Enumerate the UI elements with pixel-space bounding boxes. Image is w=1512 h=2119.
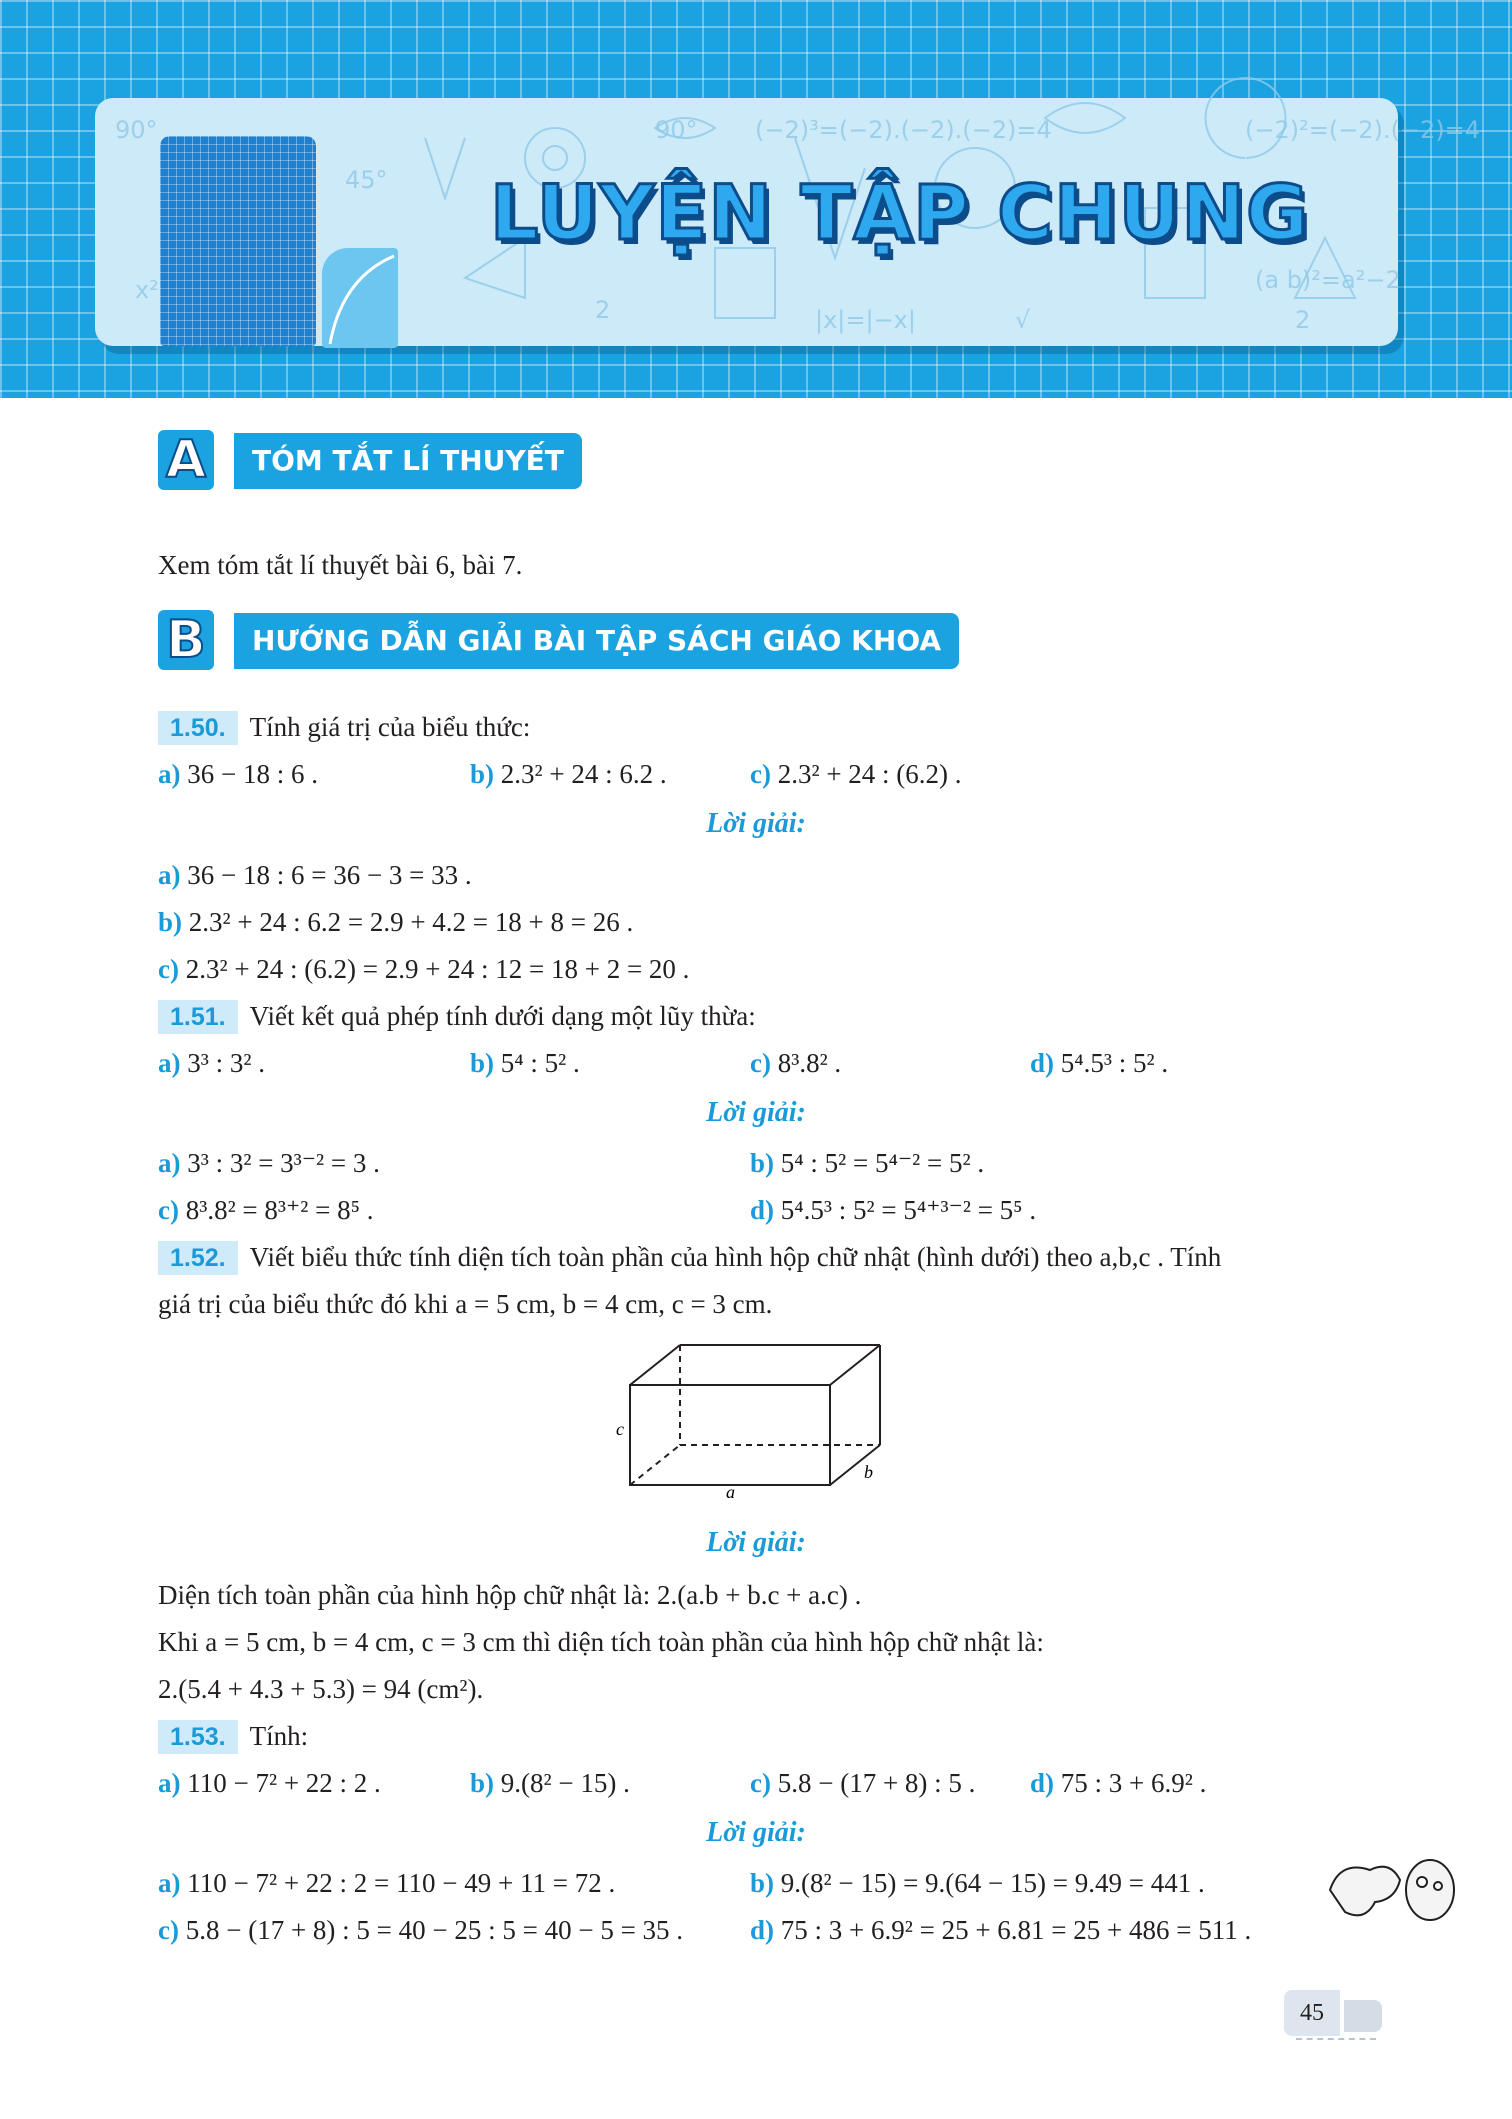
item-label: b) xyxy=(470,759,495,789)
item-label: b) xyxy=(470,1048,495,1078)
exercise-1-51-c xyxy=(750,1046,841,1080)
item-text: 75 : 3 + 6.9² = 25 + 6.81 = 25 + 486 = 511 . xyxy=(780,1915,1252,1945)
solution-1-52-line-1: Diện tích toàn phần của hình hộp chữ nhật là: 2.(a.b + b.c + a.c) . xyxy=(158,1580,862,1610)
exercise-number: 1.50. xyxy=(158,711,238,745)
item-text: 5⁴.5³ : 5² . xyxy=(1060,1048,1169,1078)
notebook-icon xyxy=(160,136,316,346)
item-text: 2.3² + 24 : 6.2 . xyxy=(500,759,667,789)
solution-1-52-line-3: 2.(5.4 + 4.3 + 5.3) = 94 (cm²). xyxy=(158,1674,484,1704)
figure-label-c: c xyxy=(616,1419,624,1439)
exercise-1-51-prompt xyxy=(158,999,756,1034)
figure-label-b: b xyxy=(864,1462,873,1482)
exercise-1-51-a xyxy=(158,1046,265,1080)
exercise-1-50-prompt xyxy=(158,710,530,745)
exercise-1-50-a xyxy=(158,757,318,791)
item-label: c) xyxy=(158,954,179,984)
page-divider xyxy=(1296,2038,1376,2040)
item-text: 75 : 3 + 6.9² . xyxy=(1060,1768,1207,1798)
item-text: 36 − 18 : 6 . xyxy=(187,759,318,789)
item-label: c) xyxy=(158,1195,179,1225)
page-title: LUYỆN TẬP CHUNG xyxy=(490,168,1310,257)
exercise-text: Tính giá trị của biểu thức: xyxy=(249,712,531,742)
page-tab xyxy=(1344,2000,1382,2032)
rectangular-box-figure xyxy=(600,1335,900,1505)
item-label: c) xyxy=(750,759,771,789)
solution-1-50-c xyxy=(158,952,689,986)
item-label: b) xyxy=(470,1768,495,1798)
item-label: d) xyxy=(750,1915,775,1945)
item-label: c) xyxy=(750,1048,771,1078)
item-label: b) xyxy=(750,1868,775,1898)
solution-1-53-c xyxy=(158,1913,683,1947)
svg-text:2: 2 xyxy=(595,296,611,324)
item-label: a) xyxy=(158,860,181,890)
exercise-1-52-prompt xyxy=(158,1240,1221,1275)
item-text: 5⁴ : 5² . xyxy=(500,1048,580,1078)
solution-1-50-b xyxy=(158,905,633,939)
svg-text:√: √ xyxy=(1015,306,1031,334)
solution-1-50-a xyxy=(158,858,472,892)
item-text: 2.3² + 24 : (6.2) . xyxy=(777,759,962,789)
item-label: d) xyxy=(1030,1768,1055,1798)
item-label: d) xyxy=(750,1195,775,1225)
notebook-tab-icon xyxy=(322,248,398,348)
item-label: a) xyxy=(158,759,181,789)
item-text: 2.3² + 24 : 6.2 = 2.9 + 4.2 = 18 + 8 = 26 . xyxy=(188,907,634,937)
svg-text:2: 2 xyxy=(1295,306,1311,334)
exercise-1-52-prompt-2: giá trị của biểu thức đó khi a = 5 cm, b = 4 cm, c = 3 cm. xyxy=(158,1289,773,1319)
item-text: 110 − 7² + 22 : 2 = 110 − 49 + 11 = 72 . xyxy=(187,1868,616,1898)
exercise-1-53-a xyxy=(158,1766,381,1800)
solution-label: Lời giải: xyxy=(706,1097,806,1128)
section-a-text: Xem tóm tắt lí thuyết bài 6, bài 7. xyxy=(158,550,523,580)
item-label: a) xyxy=(158,1868,181,1898)
solution-1-51-c xyxy=(158,1193,373,1227)
section-a-title: TÓM TẮT LÍ THUYẾT xyxy=(234,433,582,489)
item-text: 8³.8² = 8³⁺² = 8⁵ . xyxy=(185,1195,374,1225)
item-label: d) xyxy=(1030,1048,1055,1078)
solution-1-53-b xyxy=(750,1866,1205,1900)
solution-1-51-a xyxy=(158,1146,380,1180)
item-text: 3³ : 3² . xyxy=(187,1048,265,1078)
exercise-1-50-c xyxy=(750,757,962,791)
item-text: 110 − 7² + 22 : 2 . xyxy=(187,1768,381,1798)
exercise-1-53-c xyxy=(750,1766,975,1800)
item-text: 5⁴ : 5² = 5⁴⁻² = 5² . xyxy=(780,1148,985,1178)
item-text: 9.(8² − 15) . xyxy=(500,1768,630,1798)
item-text: 5.8 − (17 + 8) : 5 . xyxy=(777,1768,976,1798)
item-text: 8³.8² . xyxy=(777,1048,842,1078)
section-a-letter: A xyxy=(158,430,214,490)
exercise-1-51-b xyxy=(470,1046,580,1080)
item-label: a) xyxy=(158,1048,181,1078)
item-text: 36 − 18 : 6 = 36 − 3 = 33 . xyxy=(187,860,472,890)
exercise-number: 1.53. xyxy=(158,1720,238,1754)
figure-label-a: a xyxy=(726,1482,735,1502)
page-number: 45 xyxy=(1284,1990,1340,2036)
item-label: c) xyxy=(158,1915,179,1945)
item-text: 9.(8² − 15) = 9.(64 − 15) = 9.49 = 441 . xyxy=(780,1868,1205,1898)
item-text: 5.8 − (17 + 8) : 5 = 40 − 25 : 5 = 40 − 5 = 35 . xyxy=(185,1915,684,1945)
section-b-title: HƯỚNG DẪN GIẢI BÀI TẬP SÁCH GIÁO KHOA xyxy=(234,613,959,669)
mascot-icon xyxy=(1322,1850,1458,1930)
solution-label: Lời giải: xyxy=(706,808,806,839)
solution-1-51-b xyxy=(750,1146,984,1180)
item-label: b) xyxy=(158,907,183,937)
exercise-1-53-d xyxy=(1030,1766,1206,1800)
item-label: a) xyxy=(158,1768,181,1798)
svg-text:(a b)²=a²−2: (a b)²=a²−2 xyxy=(1255,266,1401,294)
exercise-text: Viết kết quả phép tính dưới dạng một lũy thừa: xyxy=(249,1001,756,1031)
item-text: 3³ : 3² = 3³⁻² = 3 . xyxy=(187,1148,380,1178)
item-label: c) xyxy=(750,1768,771,1798)
item-label: b) xyxy=(750,1148,775,1178)
exercise-text: Viết biểu thức tính diện tích toàn phần của hình hộp chữ nhật (hình dưới) theo a,b,c . Tính xyxy=(249,1242,1222,1272)
solution-1-52-line-2: Khi a = 5 cm, b = 4 cm, c = 3 cm thì diện tích toàn phần của hình hộp chữ nhật là: xyxy=(158,1627,1044,1657)
solution-label: Lời giải: xyxy=(706,1527,806,1558)
header-banner xyxy=(0,0,1512,398)
solution-1-51-d xyxy=(750,1193,1036,1227)
svg-text:(−2)³=(−2).(−2).(−2)=4: (−2)³=(−2).(−2).(−2)=4 xyxy=(755,116,1052,144)
svg-text:(−2)²=(−2).(−2)=4: (−2)²=(−2).(−2)=4 xyxy=(1245,116,1481,144)
item-text: 5⁴.5³ : 5² = 5⁴⁺³⁻² = 5⁵ . xyxy=(780,1195,1037,1225)
solution-label: Lời giải: xyxy=(706,1817,806,1848)
exercise-1-51-d xyxy=(1030,1046,1168,1080)
section-b-letter: B xyxy=(158,610,214,670)
solution-1-53-d xyxy=(750,1913,1251,1947)
svg-text:x²: x² xyxy=(135,276,159,304)
exercise-1-50-b xyxy=(470,757,667,791)
svg-text:|x|=|−x|: |x|=|−x| xyxy=(815,306,916,334)
exercise-number: 1.52. xyxy=(158,1241,238,1275)
svg-text:90°: 90° xyxy=(655,116,698,144)
exercise-1-53-prompt xyxy=(158,1719,308,1754)
solution-1-53-a xyxy=(158,1866,615,1900)
svg-text:45°: 45° xyxy=(345,166,388,194)
exercise-text: Tính: xyxy=(249,1721,309,1751)
exercise-number: 1.51. xyxy=(158,1000,238,1034)
item-text: 2.3² + 24 : (6.2) = 2.9 + 24 : 12 = 18 + 2 = 20 . xyxy=(185,954,690,984)
exercise-1-53-b xyxy=(470,1766,630,1800)
item-label: a) xyxy=(158,1148,181,1178)
svg-text:90°: 90° xyxy=(115,116,158,144)
